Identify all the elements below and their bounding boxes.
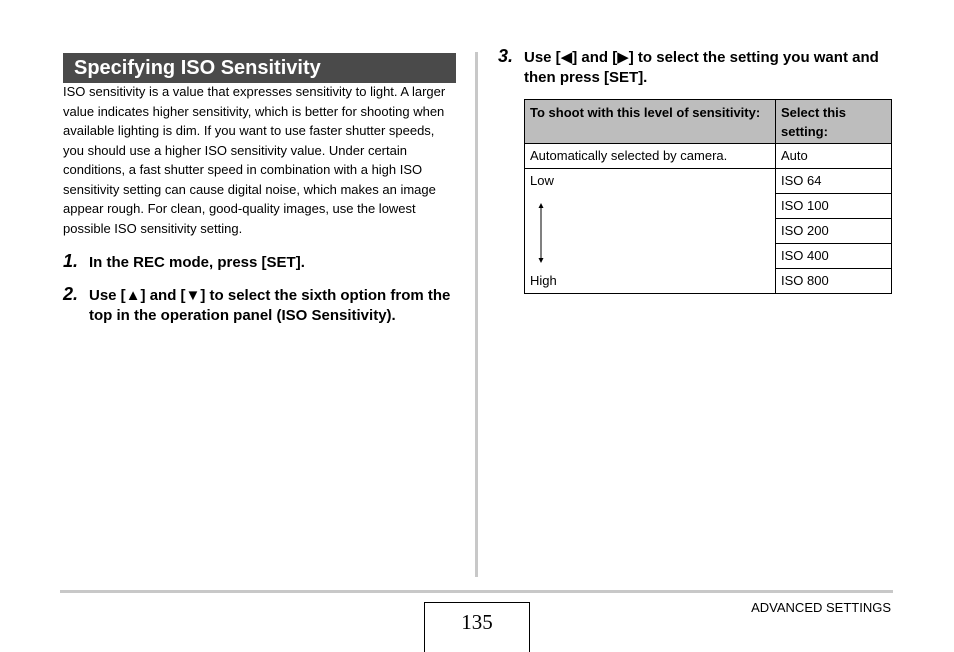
cell-sensitivity-range	[525, 169, 776, 294]
iso-settings-table	[524, 99, 892, 294]
step-number: 3.	[498, 46, 514, 66]
intro-text: ISO sensitivity is a value that expresses sensitivity to light. A larger value indicates higher sensitivity, which is better for shooting when available lighting is dim. If you want to use faster shutter speeds, you should use a higher ISO sensitivity value. Under certain conditions, a fast shutter speed in combination with a high ISO sensitivity setting can cause digital noise, which makes an image appear rough. For clean, good-quality images, use the lowest possible ISO sensitivity setting.	[63, 84, 446, 236]
step-text: Use [▲] and [▼] to select the sixth option from the top in the operation panel (ISO Sensitivity).	[89, 287, 451, 324]
cell-iso-setting: ISO 800	[776, 269, 892, 294]
step-number: 2.	[63, 284, 79, 304]
footer-divider	[60, 590, 893, 593]
section-title: Specifying ISO Sensitivity	[63, 53, 456, 83]
cell-iso-setting: ISO 200	[776, 219, 892, 244]
step-1	[63, 253, 463, 273]
step-3	[498, 48, 898, 88]
range-high-label: High	[530, 273, 557, 288]
double-arrow-icon	[537, 203, 545, 263]
cell-auto-setting: Auto	[776, 144, 892, 169]
cell-iso-setting: ISO 100	[776, 194, 892, 219]
footer-section-label: ADVANCED SETTINGS	[751, 600, 891, 615]
step-text: Use [◀] and [▶] to select the setting you want and then press [SET].	[524, 49, 879, 86]
table-header-row	[525, 100, 892, 144]
intro-paragraph	[63, 82, 458, 238]
step-2	[63, 286, 463, 326]
table-row	[525, 144, 892, 169]
column-divider	[475, 52, 478, 577]
table-row	[525, 169, 892, 194]
header-setting: Select this setting:	[776, 100, 892, 144]
cell-iso-setting: ISO 64	[776, 169, 892, 194]
cell-auto-description: Automatically selected by camera.	[525, 144, 776, 169]
step-number: 1.	[63, 251, 79, 271]
page-number: 135	[424, 602, 530, 652]
header-sensitivity-level: To shoot with this level of sensitivity:	[525, 100, 776, 144]
step-text: In the REC mode, press [SET].	[89, 254, 305, 271]
cell-iso-setting: ISO 400	[776, 244, 892, 269]
range-low-label: Low	[530, 173, 554, 188]
